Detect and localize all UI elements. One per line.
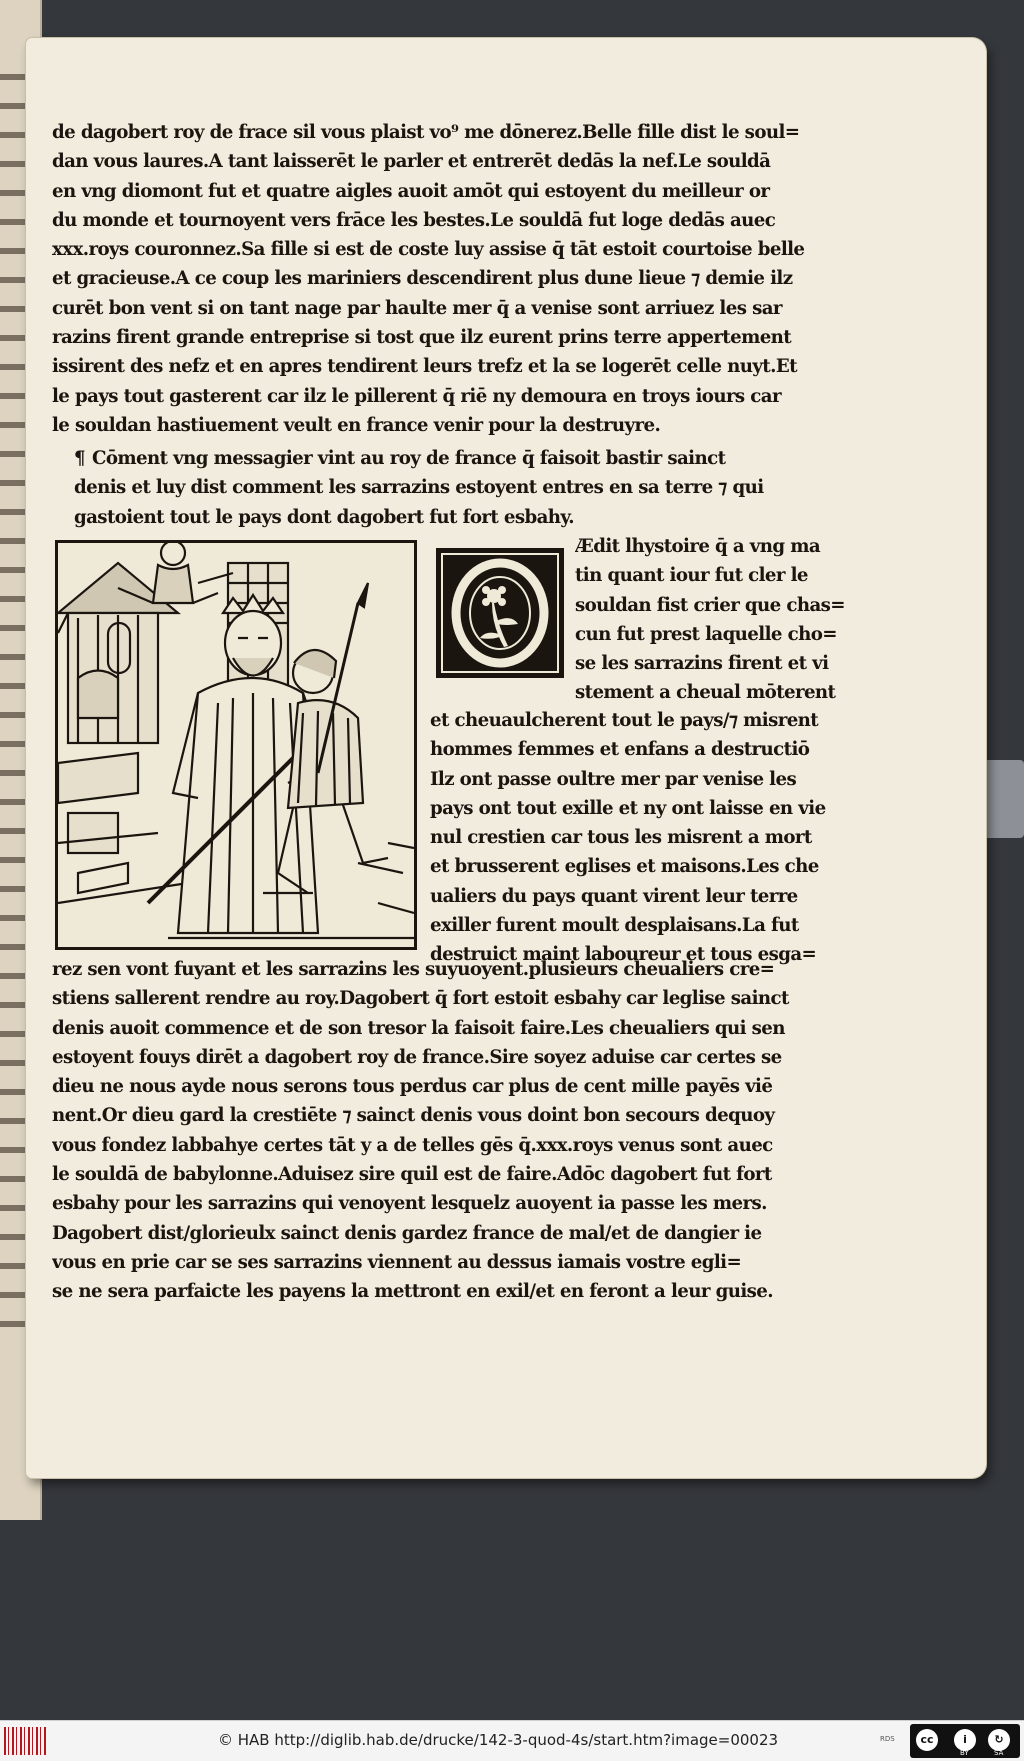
text-line: le souldā de babylonne.Aduisez sire quil est de faire.Adōc dagobert fut fort bbox=[52, 1164, 772, 1186]
decorated-initial-o bbox=[434, 546, 566, 680]
text-line: tin quant iour fut cler le bbox=[575, 565, 808, 587]
text-line: denis auoit commence et de son tresor la faisoit faire.Les cheualiers qui sen bbox=[52, 1017, 785, 1039]
text-line: se ne sera parfaicte les payens la mettront en exil/et en feront a leur guise. bbox=[52, 1281, 773, 1303]
middle-column-text bbox=[430, 706, 866, 970]
pilcrow-icon: ¶ bbox=[74, 448, 85, 469]
text-line: xxx.roys couronnez.Sa fille si est de coste luy assise q̄ tāt estoit courtoise belle bbox=[52, 239, 805, 261]
text-line: en vng diomont fut et quatre aigles auoit amōt qui estoyent du meilleur or bbox=[52, 180, 770, 202]
chapter-heading bbox=[74, 445, 874, 533]
text-line: destruict maint laboureur et tous esga= bbox=[430, 944, 817, 966]
text-line: rez sen vont fuyant et les sarrazins les suyuoyent.plusieurs cheualiers cre= bbox=[52, 959, 775, 980]
source-link[interactable]: © HAB http://diglib.hab.de/drucke/142-3-quod-4s/start.htm?image=00023 bbox=[218, 1731, 779, 1749]
license-sa-label: SA bbox=[994, 1749, 1004, 1757]
text-line: Ilz ont passe oultre mer par venise les bbox=[430, 768, 797, 790]
text-line: vous fondez labbahye certes tāt y a de telles gēs q̄.xxx.roys venus sont auec bbox=[52, 1134, 773, 1156]
by-person-icon: i bbox=[954, 1729, 976, 1751]
cc-icon: cc bbox=[916, 1729, 938, 1751]
text-line: hommes femmes et enfans a destructiō bbox=[430, 739, 810, 761]
closing-paragraph bbox=[52, 955, 864, 1307]
text-line: et gracieuse.A ce coup les mariniers descendirent plus dune lieue ⁊ demie ilz bbox=[52, 268, 793, 290]
text-line: le souldan hastiuement veult en france venir pour la destruyre. bbox=[52, 414, 661, 436]
text-line: stement a cheual mōterent bbox=[575, 682, 836, 704]
text-line: issirent des nefz et en apres tendirent leurs trefz et la se logerēt celle nuyt.Et bbox=[52, 356, 797, 378]
bookmark-ribbon bbox=[985, 760, 1024, 838]
hab-logo-icon bbox=[4, 1727, 48, 1755]
text-line: souldan fist crier que chas= bbox=[575, 594, 845, 616]
text-line: le pays tout gasterent car ilz le pillerent q̄ riē ny demoura en troys iours car bbox=[52, 385, 781, 407]
text-line: curēt bon vent si on tant nage par haulte mer q̄ a venise sont arriuez les sar bbox=[52, 297, 782, 319]
opening-paragraph bbox=[52, 118, 864, 440]
text-line: razins firent grande entreprise si tost que ilz eurent prins terre appertement bbox=[52, 327, 792, 349]
text-line: ualiers du pays quant virent leur terre bbox=[430, 885, 798, 907]
heading-line bbox=[74, 445, 874, 474]
heading-line: gastoient tout le pays dont dagobert fut fort esbahy. bbox=[74, 506, 575, 528]
woodcut-illustration bbox=[55, 540, 417, 950]
text-line: nul crestien car tous les misrent a mort bbox=[430, 827, 812, 849]
text-line: nent.Or dieu gard la crestiēte ⁊ sainct denis vous doint bon secours dequoy bbox=[52, 1105, 775, 1127]
right-column-text bbox=[575, 532, 865, 708]
text-line: Ædit lhystoire q̄ a vng ma bbox=[575, 536, 821, 557]
heading-line: denis et luy dist comment les sarrazins estoyent entres en sa terre ⁊ qui bbox=[74, 477, 764, 499]
text-line: Dagobert dist/glorieulx sainct denis gardez france de mal/et de dangier ie bbox=[52, 1222, 762, 1244]
text-line: cun fut prest laquelle cho= bbox=[575, 623, 837, 645]
share-alike-icon: ↻ bbox=[988, 1729, 1010, 1751]
footer-mark: RDS bbox=[880, 1735, 895, 1743]
text-line: et cheuaulcherent tout le pays/⁊ misrent bbox=[430, 710, 819, 731]
text-line: du monde et tournoyent vers frāce les bestes.Le souldā fut loge dedās auec bbox=[52, 209, 776, 231]
text-line: se les sarrazins firent et vi bbox=[575, 653, 829, 675]
viewer-footer bbox=[0, 1720, 1024, 1761]
text-line: estoyent fouys dirēt a dagobert roy de france.Sire soyez aduise car certes se bbox=[52, 1046, 782, 1068]
license-by-label: BY bbox=[960, 1749, 969, 1757]
text-line: pays ont tout exille et ny ont laisse en vie bbox=[430, 797, 826, 819]
text-line: esbahy pour les sarrazins qui venoyent lesquelz auoyent ia passe les mers. bbox=[52, 1193, 767, 1215]
heading-text: Cōment vng messagier vint au roy de france q̄ faisoit bastir sainct bbox=[92, 448, 726, 469]
text-line: stiens sallerent rendre au roy.Dagobert q̄ fort estoit esbahy car leglise sainct bbox=[52, 988, 789, 1010]
text-line: et brusserent eglises et maisons.Les che bbox=[430, 856, 819, 878]
text-line: de dagobert roy de frace sil vous plaist vo⁹ me dōnerez.Belle fille dist le soul= bbox=[52, 122, 800, 143]
cc-license-badge[interactable] bbox=[910, 1724, 1020, 1758]
text-line: vous en prie car se ses sarrazins viennent au dessus iamais vostre egli= bbox=[52, 1251, 742, 1273]
text-line: exiller furent moult desplaisans.La fut bbox=[430, 915, 799, 937]
text-line: dan vous laures.A tant laisserēt le parler et entrerēt dedās la nef.Le souldā bbox=[52, 151, 771, 173]
text-line: dieu ne nous ayde nous serons tous perdus car plus de cent mille payēs viē bbox=[52, 1076, 773, 1098]
